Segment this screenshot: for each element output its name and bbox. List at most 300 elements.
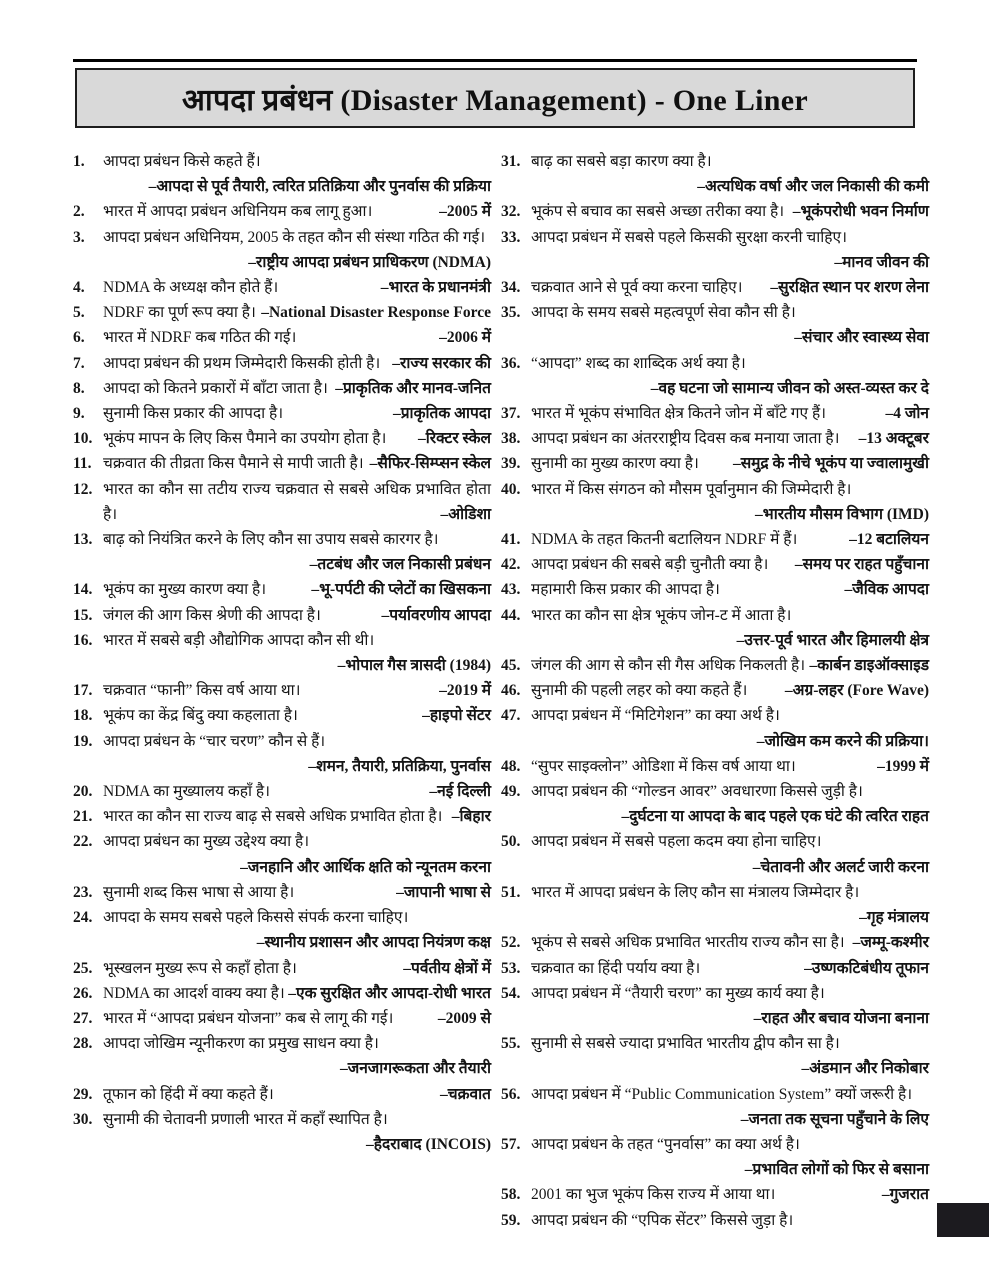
- item-number: 40.: [501, 480, 521, 498]
- qa-item: [73, 1082, 491, 1107]
- qa-item: [501, 981, 929, 1031]
- item-question: “सुपर साइक्लोन” ओडिशा में किस वर्ष आया था।: [531, 757, 796, 775]
- item-body: [531, 426, 929, 451]
- item-number: 13.: [73, 531, 93, 549]
- item-number: 9.: [73, 405, 85, 423]
- item-answer: –National Disaster Response Force: [261, 304, 491, 322]
- item-body: [103, 804, 491, 829]
- qa-item: [73, 1107, 491, 1157]
- item-body: [103, 628, 491, 678]
- item-number: 55.: [501, 1035, 521, 1053]
- item-answer: –अग्र-लहर (Fore Wave): [784, 682, 929, 700]
- item-body: [103, 956, 491, 981]
- item-question: सुनामी की पहली लहर को क्या कहते हैं।: [531, 682, 748, 700]
- qa-item: [73, 477, 491, 527]
- item-number: 32.: [501, 203, 521, 221]
- qa-item: [73, 577, 491, 602]
- item-question: भूकंप का मुख्य कारण क्या है।: [103, 581, 267, 599]
- item-body: [103, 577, 491, 602]
- item-answer: –गृह मंत्रालय: [859, 909, 929, 927]
- item-answer: –शमन, तैयारी, प्रतिक्रिया, पुनर्वास: [308, 757, 491, 775]
- item-answer: –जम्मू-कश्मीर: [852, 934, 929, 952]
- item-body: [103, 703, 491, 728]
- item-question: “आपदा” शब्द का शाब्दिक अर्थ क्या है।: [531, 354, 746, 372]
- item-answer: –जनजागरूकता और तैयारी: [339, 1060, 491, 1078]
- item-answer: –एक सुरक्षित और आपदा-रोधी भारत: [288, 984, 491, 1002]
- item-answer: –प्राकृतिक आपदा: [392, 405, 491, 423]
- qa-item: [73, 628, 491, 678]
- item-question: भारत में भूकंप संभावित क्षेत्र कितने जोन में बाँटे गए हैं।: [531, 405, 827, 423]
- item-body: [531, 1031, 929, 1081]
- item-number: 20.: [73, 783, 93, 801]
- qa-item: [73, 199, 491, 224]
- item-answer: –2009 से: [437, 1009, 491, 1027]
- item-body: [103, 275, 491, 300]
- qa-item: [501, 1182, 929, 1207]
- item-answer: –सैफिर-सिम्प्सन स्केल: [369, 455, 491, 473]
- item-answer: –आपदा से पूर्व तैयारी, त्वरित प्रतिक्रिया और पुनर्वास की प्रक्रिया: [148, 178, 491, 196]
- item-question: सुनामी की चेतावनी प्रणाली भारत में कहाँ स्थापित है।: [103, 1110, 388, 1128]
- qa-item: [73, 376, 491, 401]
- item-number: 12.: [73, 480, 93, 498]
- item-answer: –जनहानि और आर्थिक क्षति को न्यूनतम करना: [240, 858, 491, 876]
- item-body: [531, 779, 929, 829]
- item-question: भारत का कौन सा राज्य बाढ़ से सबसे अधिक प्रभावित होता है।: [103, 808, 443, 826]
- item-question: भारत में “आपदा प्रबंधन योजना” कब से लागू की गई।: [103, 1009, 394, 1027]
- item-number: 58.: [501, 1186, 521, 1204]
- item-number: 51.: [501, 883, 521, 901]
- item-answer: –भोपाल गैस त्रासदी (1984): [337, 657, 491, 675]
- item-answer: –उत्तर-पूर्व भारत और हिमालयी क्षेत्र: [736, 631, 929, 649]
- item-number: 59.: [501, 1211, 521, 1229]
- item-body: [531, 1208, 929, 1233]
- item-question: भारत में किस संगठन को मौसम पूर्वानुमान की जिम्मेदारी है।: [531, 480, 852, 498]
- item-body: [103, 880, 491, 905]
- item-number: 41.: [501, 531, 521, 549]
- qa-item: [73, 149, 491, 199]
- item-body: [103, 149, 491, 199]
- item-body: [103, 779, 491, 804]
- item-question: आपदा के समय सबसे पहले किससे संपर्क करना चाहिए।: [103, 909, 409, 927]
- item-number: 57.: [501, 1135, 521, 1153]
- item-number: 3.: [73, 228, 85, 246]
- item-body: [531, 451, 929, 476]
- item-answer: –नई दिल्ली: [429, 783, 491, 801]
- item-body: [103, 199, 491, 224]
- item-body: [103, 225, 491, 275]
- item-answer: –हाइपो सेंटर: [422, 707, 491, 725]
- item-question: चक्रवात की तीव्रता किस पैमाने से मापी जाती है।: [103, 455, 364, 473]
- qa-item: [501, 1031, 929, 1081]
- item-question: भूकंप से सबसे अधिक प्रभावित भारतीय राज्य कौन सा है।: [531, 934, 845, 952]
- qa-item: [73, 527, 491, 577]
- item-question: जंगल की आग किस श्रेणी की आपदा है।: [103, 606, 321, 624]
- item-number: 24.: [73, 909, 93, 927]
- item-body: [531, 527, 929, 552]
- item-answer: –कार्बन डाइऑक्साइड: [809, 657, 929, 675]
- item-answer: –12 बटालियन: [849, 531, 929, 549]
- item-number: 49.: [501, 783, 521, 801]
- item-answer: –भू-पर्पटी की प्लेटों का खिसकना: [311, 581, 491, 599]
- qa-item: [73, 325, 491, 350]
- item-question: 2001 का भुज भूकंप किस राज्य में आया था।: [531, 1186, 776, 1204]
- qa-item: [501, 275, 929, 300]
- item-answer: –भारतीय मौसम विभाग (IMD): [755, 505, 929, 523]
- item-body: [531, 199, 929, 224]
- item-answer: –वह घटना जो सामान्य जीवन को अस्त-व्यस्त कर दे: [650, 379, 929, 397]
- item-number: 54.: [501, 984, 521, 1002]
- item-question: आपदा प्रबंधन में “Public Communication System” क्यों जरूरी है।: [531, 1085, 913, 1103]
- item-question: चक्रवात का हिंदी पर्याय क्या है।: [531, 959, 701, 977]
- qa-item: [73, 401, 491, 426]
- qa-item: [73, 275, 491, 300]
- item-number: 7.: [73, 354, 85, 372]
- qa-item: [501, 577, 929, 602]
- item-question: आपदा प्रबंधन किसे कहते हैं।: [103, 153, 261, 170]
- item-question: भारत का कौन सा क्षेत्र भूकंप जोन-ट में आता है।: [531, 606, 792, 624]
- item-body: [531, 603, 929, 653]
- item-question: आपदा प्रबंधन में सबसे पहला कदम क्या होना चाहिए।: [531, 833, 822, 851]
- item-question: भारत में सबसे बड़ी औद्योगिक आपदा कौन सी थी।: [103, 631, 375, 649]
- qa-item: [73, 1006, 491, 1031]
- item-question: आपदा प्रबंधन की सबसे बड़ी चुनौती क्या है।: [531, 556, 769, 574]
- qa-item: [73, 351, 491, 376]
- item-answer: –उष्णकटिबंधीय तूफान: [804, 959, 929, 977]
- item-question: आपदा प्रबंधन में सबसे पहले किसकी सुरक्षा करनी चाहिए।: [531, 228, 847, 246]
- item-answer: –हैदराबाद (INCOIS): [366, 1135, 491, 1153]
- item-body: [531, 981, 929, 1031]
- qa-item: [73, 956, 491, 981]
- item-number: 2.: [73, 203, 85, 221]
- item-question: भारत का कौन सा तटीय राज्य चक्रवात से सबसे अधिक प्रभावित होता है।: [103, 480, 491, 523]
- item-number: 31.: [501, 153, 521, 170]
- item-body: [103, 477, 491, 527]
- item-number: 11.: [73, 455, 92, 473]
- page-corner-mark: [937, 1203, 989, 1237]
- item-number: 35.: [501, 304, 521, 322]
- item-number: 1.: [73, 153, 85, 170]
- item-number: 4.: [73, 279, 85, 297]
- item-question: NDMA का आदर्श वाक्य क्या है।: [103, 984, 285, 1002]
- item-question: आपदा प्रबंधन के “चार चरण” कौन से हैं।: [103, 732, 326, 750]
- item-answer: –पर्वतीय क्षेत्रों में: [403, 959, 491, 977]
- qa-item: [501, 1132, 929, 1182]
- item-question: भारत में NDRF कब गठित की गई।: [103, 329, 297, 347]
- item-number: 39.: [501, 455, 521, 473]
- item-answer: –रिक्टर स्केल: [417, 430, 491, 448]
- item-answer: –संचार और स्वास्थ्य सेवा: [794, 329, 929, 347]
- item-question: आपदा प्रबंधन की “गोल्डन आवर” अवधारणा किससे जुड़ी है।: [531, 783, 863, 801]
- item-number: 21.: [73, 808, 93, 826]
- item-body: [103, 325, 491, 350]
- item-answer: –स्थानीय प्रशासन और आपदा नियंत्रण कक्ष: [256, 934, 491, 952]
- item-answer: –प्राकृतिक और मानव-जनित: [335, 379, 491, 397]
- item-answer: –ओडिशा: [440, 505, 491, 523]
- qa-item: [73, 1031, 491, 1081]
- qa-item: [501, 351, 929, 401]
- item-number: 8.: [73, 379, 85, 397]
- qa-item: [501, 451, 929, 476]
- item-body: [531, 930, 929, 955]
- item-body: [531, 678, 929, 703]
- qa-item: [73, 603, 491, 628]
- item-question: आपदा प्रबंधन के तहत “पुनर्वास” का क्या अर्थ है।: [531, 1135, 800, 1153]
- title-box: [75, 68, 915, 128]
- item-number: 52.: [501, 934, 521, 952]
- item-question: आपदा प्रबंधन अधिनियम, 2005 के तहत कौन सी संस्था गठित की गई।: [103, 228, 486, 246]
- item-question: चक्रवात आने से पूर्व क्या करना चाहिए।: [531, 279, 743, 297]
- qa-item: [501, 477, 929, 527]
- qa-item: [501, 754, 929, 779]
- item-number: 53.: [501, 959, 521, 977]
- item-question: आपदा को कितने प्रकारों में बाँटा जाता है।: [103, 379, 328, 397]
- item-body: [103, 300, 491, 325]
- item-answer: –2005 में: [439, 203, 491, 221]
- qa-item: [501, 956, 929, 981]
- item-body: [531, 225, 929, 275]
- item-number: 50.: [501, 833, 521, 851]
- item-answer: –पर्यावरणीय आपदा: [381, 606, 491, 624]
- item-body: [531, 956, 929, 981]
- qa-item: [501, 829, 929, 879]
- item-body: [531, 401, 929, 426]
- item-answer: –भारत के प्रधानमंत्री: [380, 279, 491, 297]
- item-number: 18.: [73, 707, 93, 725]
- qa-item: [501, 225, 929, 275]
- item-number: 29.: [73, 1085, 93, 1103]
- item-number: 25.: [73, 959, 93, 977]
- item-question: महामारी किस प्रकार की आपदा है।: [531, 581, 720, 599]
- item-number: 45.: [501, 657, 521, 675]
- item-question: भूकंप मापन के लिए किस पैमाने का उपयोग होता है।: [103, 430, 387, 448]
- item-number: 26.: [73, 984, 93, 1002]
- item-body: [103, 905, 491, 955]
- item-body: [103, 527, 491, 577]
- item-body: [103, 1006, 491, 1031]
- qa-item: [73, 905, 491, 955]
- item-question: आपदा प्रबंधन में “मिटिगेशन” का क्या अर्थ है।: [531, 707, 780, 725]
- item-answer: –1999 में: [877, 757, 929, 775]
- item-number: 23.: [73, 883, 93, 901]
- qa-item: [73, 729, 491, 779]
- qa-item: [501, 300, 929, 350]
- item-number: 28.: [73, 1035, 93, 1053]
- qa-item: [501, 149, 929, 199]
- item-answer: –समुद्र के नीचे भूकंप या ज्वालामुखी: [732, 455, 929, 473]
- item-body: [531, 829, 929, 879]
- item-answer: –अत्यधिक वर्षा और जल निकासी की कमी: [697, 178, 929, 196]
- item-number: 36.: [501, 354, 521, 372]
- item-number: 30.: [73, 1110, 93, 1128]
- item-question: भारत में आपदा प्रबंधन अधिनियम कब लागू हुआ।: [103, 203, 373, 221]
- qa-item: [501, 779, 929, 829]
- item-body: [103, 426, 491, 451]
- item-answer: –चक्रवात: [440, 1085, 491, 1103]
- item-number: 44.: [501, 606, 521, 624]
- item-body: [103, 451, 491, 476]
- item-number: 43.: [501, 581, 521, 599]
- item-question: NDMA के अध्यक्ष कौन होते हैं।: [103, 279, 279, 297]
- item-number: 17.: [73, 682, 93, 700]
- item-number: 22.: [73, 833, 93, 851]
- item-question: आपदा प्रबंधन की “एपिक सेंटर” किससे जुड़ा है।: [531, 1211, 794, 1229]
- item-body: [531, 351, 929, 401]
- item-question: भारत में आपदा प्रबंधन के लिए कौन सा मंत्रालय जिम्मेदार है।: [531, 883, 860, 901]
- item-body: [531, 552, 929, 577]
- item-answer: –तटबंध और जल निकासी प्रबंधन: [309, 556, 491, 574]
- qa-item: [73, 678, 491, 703]
- item-answer: –सुरक्षित स्थान पर शरण लेना: [770, 279, 929, 297]
- item-question: भूकंप से बचाव का सबसे अच्छा तरीका क्या है।: [531, 203, 785, 221]
- qa-item: [501, 426, 929, 451]
- qa-item: [73, 981, 491, 1006]
- item-number: 37.: [501, 405, 521, 423]
- qa-item: [501, 401, 929, 426]
- qa-item: [501, 653, 929, 678]
- qa-item: [501, 678, 929, 703]
- item-body: [103, 981, 491, 1006]
- item-body: [103, 829, 491, 879]
- item-body: [103, 729, 491, 779]
- item-number: 27.: [73, 1009, 93, 1027]
- item-number: 47.: [501, 707, 521, 725]
- item-question: बाढ़ को नियंत्रित करने के लिए कौन सा उपाय सबसे कारगर है।: [103, 531, 439, 549]
- item-question: सुनामी किस प्रकार की आपदा है।: [103, 405, 284, 423]
- qa-item: [501, 1208, 929, 1233]
- qa-item: [73, 804, 491, 829]
- item-body: [531, 703, 929, 753]
- qa-columns: [73, 149, 929, 1233]
- item-question: NDRF का पूर्ण रूप क्या है।: [103, 304, 256, 322]
- item-body: [531, 1132, 929, 1182]
- qa-item: [501, 552, 929, 577]
- item-question: सुनामी से सबसे ज्यादा प्रभावित भारतीय द्वीप कौन सा है।: [531, 1035, 840, 1053]
- item-number: 16.: [73, 631, 93, 649]
- item-number: 38.: [501, 430, 521, 448]
- qa-item: [501, 930, 929, 955]
- item-number: 34.: [501, 279, 521, 297]
- item-answer: –चेतावनी और अलर्ट जारी करना: [752, 858, 929, 876]
- item-answer: –2019 में: [439, 682, 491, 700]
- item-number: 33.: [501, 228, 521, 246]
- item-body: [103, 1031, 491, 1081]
- item-answer: –भूकंपरोधी भवन निर्माण: [792, 203, 929, 221]
- item-answer: –अंडमान और निकोबार: [801, 1060, 929, 1078]
- item-body: [103, 1107, 491, 1157]
- item-body: [531, 577, 929, 602]
- top-rule: [73, 59, 917, 62]
- qa-item: [73, 225, 491, 275]
- item-answer: –जापानी भाषा से: [396, 883, 491, 901]
- item-answer: –जोखिम कम करने की प्रक्रिया।: [756, 732, 929, 750]
- item-answer: –दुर्घटना या आपदा के बाद पहले एक घंटे की त्वरित राहत: [621, 808, 929, 826]
- item-number: 46.: [501, 682, 521, 700]
- column-right: [501, 149, 929, 1233]
- item-answer: –4 जोन: [885, 405, 929, 423]
- qa-item: [501, 1082, 929, 1132]
- item-body: [531, 754, 929, 779]
- item-number: 56.: [501, 1085, 521, 1103]
- item-body: [103, 678, 491, 703]
- item-question: सुनामी का मुख्य कारण क्या है।: [531, 455, 699, 473]
- item-body: [103, 351, 491, 376]
- item-question: भूस्खलन मुख्य रूप से कहाँ होता है।: [103, 959, 297, 977]
- item-answer: –मानव जीवन की: [834, 253, 929, 271]
- item-number: 15.: [73, 606, 93, 624]
- item-body: [531, 880, 929, 930]
- item-question: सुनामी शब्द किस भाषा से आया है।: [103, 883, 295, 901]
- qa-item: [73, 703, 491, 728]
- item-answer: –2006 में: [439, 329, 491, 347]
- item-question: आपदा प्रबंधन की प्रथम जिम्मेदारी किसकी होती है।: [103, 354, 381, 372]
- item-number: 48.: [501, 757, 521, 775]
- item-question: जंगल की आग से कौन सी गैस अधिक निकलती है।: [531, 657, 806, 675]
- item-question: आपदा जोखिम न्यूनीकरण का प्रमुख साधन क्या है।: [103, 1035, 379, 1053]
- item-number: 42.: [501, 556, 521, 574]
- item-number: 10.: [73, 430, 93, 448]
- qa-item: [73, 779, 491, 804]
- qa-item: [73, 451, 491, 476]
- item-body: [103, 1082, 491, 1107]
- item-question: आपदा प्रबंधन का मुख्य उद्देश्य क्या है।: [103, 833, 310, 851]
- item-number: 5.: [73, 304, 85, 322]
- item-answer: –राज्य सरकार की: [392, 354, 491, 372]
- qa-item: [73, 880, 491, 905]
- item-body: [531, 1082, 929, 1132]
- qa-item: [501, 199, 929, 224]
- item-answer: –13 अक्टूबर: [858, 430, 929, 448]
- item-body: [103, 603, 491, 628]
- item-body: [531, 653, 929, 678]
- item-body: [531, 1182, 929, 1207]
- item-answer: –जैविक आपदा: [844, 581, 929, 599]
- item-answer: –गुजरात: [881, 1186, 929, 1204]
- item-question: बाढ़ का सबसे बड़ा कारण क्या है।: [531, 153, 712, 170]
- item-question: आपदा प्रबंधन में “तैयारी चरण” का मुख्य कार्य क्या है।: [531, 984, 825, 1002]
- item-answer: –प्रभावित लोगों को फिर से बसाना: [744, 1161, 929, 1179]
- item-body: [531, 300, 929, 350]
- item-question: भूकंप का केंद्र बिंदु क्या कहलाता है।: [103, 707, 298, 725]
- item-body: [531, 149, 929, 199]
- item-answer: –जनता तक सूचना पहुँचाने के लिए: [740, 1110, 929, 1128]
- qa-item: [501, 703, 929, 753]
- page-title: आपदा प्रबंधन (Disaster Management) - One Liner: [182, 83, 808, 117]
- item-question: NDMA के तहत कितनी बटालियन NDRF में हैं।: [531, 531, 798, 549]
- item-number: 19.: [73, 732, 93, 750]
- qa-item: [501, 527, 929, 552]
- item-answer: –राहत और बचाव योजना बनाना: [753, 1009, 929, 1027]
- item-question: NDMA का मुख्यालय कहाँ है।: [103, 783, 271, 801]
- item-answer: –समय पर राहत पहुँचाना: [794, 556, 929, 574]
- item-body: [103, 401, 491, 426]
- qa-item: [73, 300, 491, 325]
- item-body: [531, 275, 929, 300]
- item-body: [531, 477, 929, 527]
- qa-item: [501, 880, 929, 930]
- item-number: 14.: [73, 581, 93, 599]
- qa-item: [501, 603, 929, 653]
- item-body: [103, 376, 491, 401]
- item-question: आपदा के समय सबसे महत्वपूर्ण सेवा कौन सी है।: [531, 304, 796, 322]
- item-question: आपदा प्रबंधन का अंतरराष्ट्रीय दिवस कब मनाया जाता है।: [531, 430, 840, 448]
- item-answer: –बिहार: [451, 808, 491, 826]
- column-left: [73, 149, 491, 1233]
- item-answer: –राष्ट्रीय आपदा प्रबंधन प्राधिकरण (NDMA): [248, 253, 491, 271]
- qa-item: [73, 829, 491, 879]
- item-number: 6.: [73, 329, 85, 347]
- qa-item: [73, 426, 491, 451]
- item-question: चक्रवात “फानी” किस वर्ष आया था।: [103, 682, 301, 700]
